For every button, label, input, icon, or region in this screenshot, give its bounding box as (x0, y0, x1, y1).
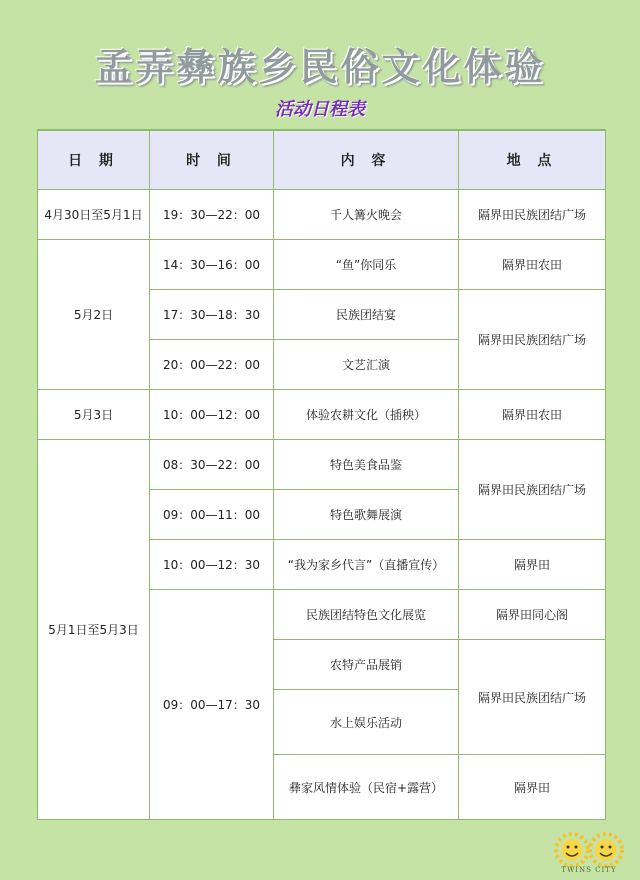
place-cell: 隔界田 (459, 540, 606, 590)
content-cell: 文艺汇演 (274, 340, 459, 390)
time-cell: 19：30—22：00 (150, 190, 274, 240)
place-cell: 隔界田农田 (459, 240, 606, 290)
date-cell: 5月2日 (38, 240, 150, 390)
content-cell: “鱼”你同乐 (274, 240, 459, 290)
table-header-row (38, 130, 606, 190)
header-content: 内 容 (274, 130, 459, 190)
schedule-table (37, 129, 606, 820)
table-row (38, 390, 606, 440)
time-cell: 10：00—12：00 (150, 390, 274, 440)
place-cell: 隔界田 (459, 755, 606, 820)
page-title: 孟弄彝族乡民俗文化体验 (94, 44, 546, 89)
table-row (38, 440, 606, 490)
place-cell: 隔界田民族团结广场 (459, 640, 606, 755)
time-cell: 20：00—22：00 (150, 340, 274, 390)
content-cell: “我为家乡代言”（直播宣传） (274, 540, 459, 590)
page-subtitle: 活动日程表 (275, 99, 365, 120)
content-cell: 农特产品展销 (274, 640, 459, 690)
table-row (38, 190, 606, 240)
logo-text: TWINS CITY (561, 866, 617, 874)
sun-face-icon (590, 834, 622, 866)
time-cell: 14：30—16：00 (150, 240, 274, 290)
place-cell: 隔界田同心阁 (459, 590, 606, 640)
content-cell: 体验农耕文化（插秧） (274, 390, 459, 440)
header-date: 日 期 (38, 130, 150, 190)
time-cell: 09：00—11：00 (150, 490, 274, 540)
content-cell: 民族团结特色文化展览 (274, 590, 459, 640)
table-row (38, 240, 606, 290)
content-cell: 特色歌舞展演 (274, 490, 459, 540)
date-cell: 4月30日至5月1日 (38, 190, 150, 240)
date-cell: 5月3日 (38, 390, 150, 440)
content-cell: 特色美食品鉴 (274, 440, 459, 490)
place-cell: 隔界田民族团结广场 (459, 190, 606, 240)
time-cell: 17：30—18：30 (150, 290, 274, 340)
place-cell: 隔界田农田 (459, 390, 606, 440)
content-cell: 民族团结宴 (274, 290, 459, 340)
time-cell: 10：00—12：30 (150, 540, 274, 590)
place-cell: 隔界田民族团结广场 (459, 290, 606, 390)
time-cell: 08：30—22：00 (150, 440, 274, 490)
content-cell: 千人篝火晚会 (274, 190, 459, 240)
content-cell: 彝家风情体验（民宿+露营） (274, 755, 459, 820)
place-cell: 隔界田民族团结广场 (459, 440, 606, 540)
header-time: 时 间 (150, 130, 274, 190)
sun-face-icon (556, 834, 588, 866)
content-cell: 水上娱乐活动 (274, 690, 459, 755)
header-place: 地 点 (459, 130, 606, 190)
time-cell: 09：00—17：30 (150, 590, 274, 820)
date-cell: 5月1日至5月3日 (38, 440, 150, 820)
